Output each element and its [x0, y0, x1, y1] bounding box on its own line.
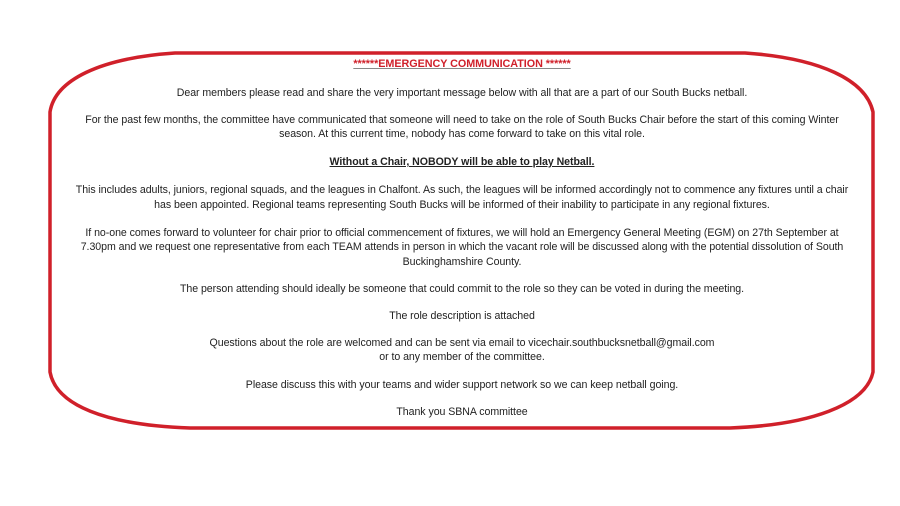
- attendee-note: The person attending should ideally be someone that could commit to the role so they can be voted in during the meeting.: [179, 283, 745, 295]
- paragraph-impact-line-2: has been appointed. Regional teams representing South Bucks will be informed of their inability to participate in any regional fixtures.: [154, 199, 770, 211]
- discuss-line: Please discuss this with your teams and wider support network so we can keep netball going.: [245, 379, 679, 391]
- paragraph-egm-line-3: Buckinghamshire County.: [402, 256, 522, 268]
- paragraph-egm-line-2: 7.30pm and we request one representative from each TEAM attends in person in which the vacant role will be discussed along with the potential dissolution of South: [80, 241, 844, 253]
- questions-line-2: or to any member of the committee.: [379, 351, 545, 363]
- greeting-line: Dear members please read and share the very important message below with all that are a part of our South Bucks netball.: [176, 87, 748, 99]
- paragraph-background-line-1: For the past few months, the committee have communicated that someone will need to take on the role of South Bucks Chair before the start of this coming Winter: [85, 114, 839, 126]
- questions-line-1: Questions about the role are welcomed and can be sent via email to vicechair.southbucksnetball@gmail.com: [209, 337, 715, 349]
- paragraph-egm-line-1: If no-one comes forward to volunteer for chair prior to official commencement of fixtures, we will hold an Emergency General Meeting (EGM) on 27th September at: [85, 227, 839, 239]
- warning-headline: Without a Chair, NOBODY will be able to play Netball.: [329, 156, 595, 168]
- signoff-line: Thank you SBNA committee: [396, 406, 528, 418]
- paragraph-impact-line-1: This includes adults, juniors, regional squads, and the leagues in Chalfont. As such, the leagues will be informed accordingly not to commence any fixtures until a chair: [75, 184, 849, 196]
- paragraph-background-line-2: season. At this current time, nobody has come forward to take on this vital role.: [279, 128, 645, 140]
- role-description-note: The role description is attached: [389, 310, 535, 322]
- notice-title: ******EMERGENCY COMMUNICATION ******: [353, 58, 571, 70]
